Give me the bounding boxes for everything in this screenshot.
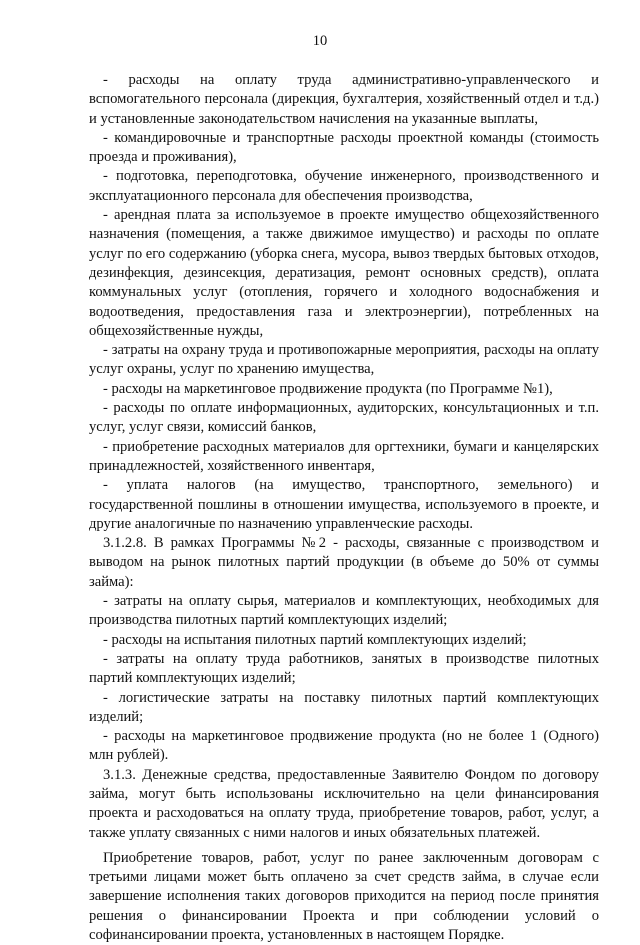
paragraph-raw-materials: - затраты на оплату сырья, материалов и комплектующих, необходимых для производства пилотных партий комплектующих изделий; [89, 593, 599, 629]
page-number: 10 [312, 33, 328, 49]
paragraph-section-3-1-2-8: 3.1.2.8. В рамках Программы №2 - расходы, связанные с производством и выводом на рынок пилотных партий продукции (в объеме до 50% от суммы займа): [89, 535, 599, 590]
paragraph-prior-contracts: Приобретение товаров, работ, услуг по ранее заключенным договорам с третьими лицами может быть оплачено за счет средств займа, в случае если завершение исполнения таких договоров приходится на период после принятия решения о финансировании Проекта и при соблюдении условий о софинансировании проекта, установленных в настоящем Порядке. [89, 849, 599, 944]
paragraph-marketing-program-1: - расходы на маркетинговое продвижение продукта (по Программе №1), [103, 380, 553, 397]
paragraph-marketing-limit: - расходы на маркетинговое продвижение продукта (но не более 1 (Одного) млн рублей). [89, 728, 599, 764]
paragraph-taxes: - уплата налогов (на имущество, транспортного, земельного) и государственной пошлины в отношении имущества, используемого в проекте, и другие аналогичные по назначению управленческие расходы. [89, 477, 599, 532]
paragraph-section-3-1-3: 3.1.3. Денежные средства, предоставленные Заявителю Фондом по договору займа, могут быть использованы исключительно на цели финансирования проекта и расходоваться на оплату труда, приобретение товаров, работ, услуг, а также уплату связанных с ними налогов и иных обязательных платежей. [89, 766, 599, 841]
paragraph-logistics: - логистические затраты на поставку пилотных партий комплектующих изделий; [89, 689, 599, 725]
paragraph-safety-and-security: - затраты на охрану труда и противопожарные мероприятия, расходы на оплату услуг охраны, услуг по хранению имущества, [89, 342, 599, 378]
paragraph-testing: - расходы на испытания пилотных партий комплектующих изделий; [103, 631, 527, 648]
paragraph-rent-and-utilities: - арендная плата за используемое в проекте имущество общехозяйственного назначения (помещения, а также движимое имущество) и расходы по оплате услуг по его содержанию (уборка снега, мусора, вывоз твердых бытовых отходов, дезинфекция, дезинсекция, дератизация, ремонт основных средств), оплата коммунальных услуг (отопления, горячего и холодного водоснабжения и водоотведения, предоставления газа и электроэнергии), потребленных на общехозяйственные нужды, [89, 207, 599, 339]
paragraph-office-supplies: - приобретение расходных материалов для оргтехники, бумаги и канцелярских принадлежностей, хозяйственного инвентаря, [89, 438, 599, 474]
paragraph-staff-training: - подготовка, переподготовка, обучение инженерного, производственного и эксплуатационного персонала для обеспечения производства, [89, 168, 599, 204]
paragraph-admin-staff-costs: - расходы на оплату труда административно-управленческого и вспомогательного персонала (дирекция, бухгалтерия, хозяйственный отдел и т.д.) и установленные законодательством начисления на указанные выплаты, [89, 72, 599, 127]
paragraph-production-labor: - затраты на оплату труда работников, занятых в производстве пилотных партий комплектующих изделий; [89, 650, 599, 687]
paragraph-information-services: - расходы по оплате информационных, аудиторских, консультационных и т.п. услуг, услуг связи, комиссий банков, [89, 400, 599, 436]
document-body [89, 71, 599, 945]
paragraph-travel-costs: - командировочные и транспортные расходы проектной команды (стоимость проезда и проживания), [89, 129, 599, 166]
